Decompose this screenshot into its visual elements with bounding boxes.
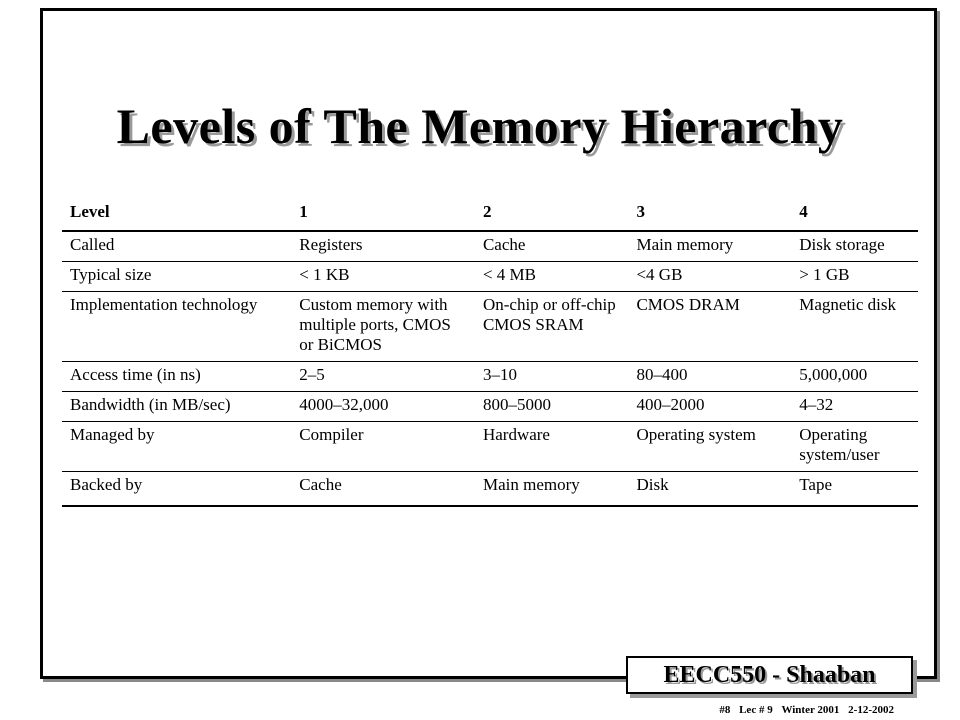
table-cell: 3–10	[475, 362, 628, 392]
header-cell-level: Level	[62, 198, 291, 231]
row-label: Access time (in ns)	[62, 362, 291, 392]
table-cell: CMOS DRAM	[628, 292, 791, 362]
table-header-row	[62, 198, 918, 231]
table-cell: Custom memory with multiple ports, CMOS or BiCMOS	[291, 292, 475, 362]
table-cell: > 1 GB	[791, 262, 918, 292]
table-cell: Operating system/user	[791, 422, 918, 472]
table-cell: Operating system	[628, 422, 791, 472]
table-row-implementation-technology	[62, 292, 918, 362]
table-row-typical-size	[62, 262, 918, 292]
table-cell: Cache	[291, 472, 475, 507]
table-cell: 80–400	[628, 362, 791, 392]
table-cell: Compiler	[291, 422, 475, 472]
table-row-called	[62, 231, 918, 262]
table-cell: 4–32	[791, 392, 918, 422]
table-cell: Cache	[475, 231, 628, 262]
table-cell: Tape	[791, 472, 918, 507]
table-cell: Magnetic disk	[791, 292, 918, 362]
footer-term: Winter 2001	[781, 704, 840, 716]
table-cell: 2–5	[291, 362, 475, 392]
table-cell: 4000–32,000	[291, 392, 475, 422]
table-cell: On-chip or off-chip CMOS SRAM	[475, 292, 628, 362]
header-cell-4: 4	[791, 198, 918, 231]
table-cell: Registers	[291, 231, 475, 262]
table-cell: 800–5000	[475, 392, 628, 422]
table-cell: <4 GB	[628, 262, 791, 292]
table-cell: 400–2000	[628, 392, 791, 422]
footer-lecture: Lec # 9	[739, 704, 773, 716]
footer-date: 2-12-2002	[848, 704, 894, 716]
header-cell-3: 3	[628, 198, 791, 231]
course-badge: EECC550 - Shaaban	[626, 656, 913, 694]
header-cell-2: 2	[475, 198, 628, 231]
table-cell: Hardware	[475, 422, 628, 472]
row-label: Typical size	[62, 262, 291, 292]
table-cell: Disk storage	[791, 231, 918, 262]
header-cell-1: 1	[291, 198, 475, 231]
row-label: Managed by	[62, 422, 291, 472]
table-cell: Main memory	[628, 231, 791, 262]
table-cell: Disk	[628, 472, 791, 507]
table-cell: < 4 MB	[475, 262, 628, 292]
table-row-backed-by	[62, 472, 918, 507]
table-row-managed-by	[62, 422, 918, 472]
memory-hierarchy-table	[62, 198, 918, 507]
table-cell: < 1 KB	[291, 262, 475, 292]
footer-slide-number: #8	[719, 704, 731, 716]
row-label: Bandwidth (in MB/sec)	[62, 392, 291, 422]
row-label: Implementation technology	[62, 292, 291, 362]
table-row-bandwidth	[62, 392, 918, 422]
slide-title: Levels of The Memory Hierarchy	[116, 98, 844, 154]
slide-footer	[713, 704, 894, 716]
table-cell: Main memory	[475, 472, 628, 507]
table-cell: 5,000,000	[791, 362, 918, 392]
row-label: Called	[62, 231, 291, 262]
row-label: Backed by	[62, 472, 291, 507]
table-row-access-time	[62, 362, 918, 392]
